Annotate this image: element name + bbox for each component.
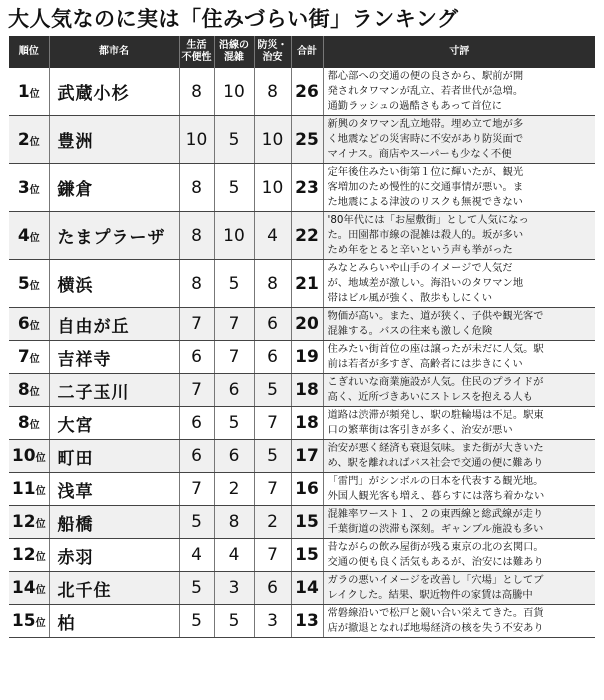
score-living-inconvenience: 6 [179, 341, 214, 374]
score-safety: 8 [254, 68, 291, 116]
page-title: 大人気なのに実は「住みづらい街」ランキング [8, 7, 459, 31]
score-living-inconvenience: 10 [179, 116, 214, 164]
comment-line: '80年代には「お屋敷街」として人気になっ [327, 214, 529, 226]
comment-line: 治安が悪く経済も衰退気味。また街が大きいた [327, 442, 544, 454]
score-line-congestion: 3 [214, 572, 254, 605]
rank-number: 11 [11, 479, 36, 499]
comment-line: 定年後住みたい街第１位に輝いたが、観光 [327, 166, 524, 178]
score-safety: 10 [254, 116, 291, 164]
rank-number: 4 [17, 225, 30, 246]
rank-suffix: 位 [29, 280, 40, 292]
comment-line: レイクした。結果、駅近物件の家賃は高騰中 [327, 589, 533, 601]
score-living-inconvenience: 5 [179, 506, 214, 539]
city-name: 赤羽 [49, 539, 179, 572]
header-line-congestion: 沿線の 混雑 [214, 36, 254, 68]
score-living-inconvenience: 5 [179, 572, 214, 605]
rank-suffix: 位 [35, 453, 46, 464]
comment-line: マイナス。商店やスーパーも少なく不便 [327, 148, 512, 160]
score-line-congestion: 7 [214, 341, 254, 374]
score-living-inconvenience: 8 [179, 212, 214, 260]
score-total: 16 [291, 473, 323, 506]
table-row [9, 212, 595, 260]
comment-line: 発されタワマンが乱立、若者世代が急増。 [327, 85, 524, 97]
score-total: 15 [291, 506, 323, 539]
comment-line: 道路は渋滞が頻発し、駅の駐輪場は不足。駅東 [327, 409, 544, 421]
rank-suffix: 位 [29, 354, 40, 365]
score-total: 18 [291, 407, 323, 440]
comment-line: た地震による津波のリスクも無視できない [327, 196, 523, 208]
comment-line: 物価が高い。また、道が狭く、子供や観光客で [327, 310, 544, 322]
comment-line: 通勤ラッシュの過酷さもあって首位に [327, 100, 503, 112]
comment-cell [323, 164, 595, 212]
score-safety: 10 [254, 164, 291, 212]
comment-line: め、駅を離れればバス社会で交通の便に難あり [327, 457, 544, 469]
header-city: 都市名 [49, 36, 179, 68]
header-safety: 防災・ 治安 [254, 36, 291, 68]
score-total: 26 [291, 68, 323, 116]
table-row [9, 116, 595, 164]
table-row [9, 473, 595, 506]
score-living-inconvenience: 6 [179, 407, 214, 440]
score-safety: 4 [254, 212, 291, 260]
city-name: 吉祥寺 [49, 341, 179, 374]
comment-line: く地震などの災害時に不安があり防災面で [327, 133, 524, 145]
score-living-inconvenience: 7 [179, 374, 214, 407]
score-line-congestion: 5 [214, 260, 254, 308]
comment-cell [323, 374, 595, 407]
score-living-inconvenience: 7 [179, 473, 214, 506]
rank-cell [9, 164, 49, 212]
city-name: たまプラーザ [49, 212, 179, 260]
rank-cell [9, 116, 49, 164]
comment-line: 混雑する。バスの往来も激しく危険 [327, 325, 493, 337]
score-safety: 8 [254, 260, 291, 308]
score-living-inconvenience: 7 [179, 308, 214, 341]
score-line-congestion: 6 [214, 440, 254, 473]
score-total: 18 [291, 374, 323, 407]
comment-line: 客増加のため慢性的に交通事情が悪い。ま [327, 181, 524, 193]
rank-cell [9, 605, 49, 638]
rank-number: 7 [17, 347, 30, 367]
table-row [9, 260, 595, 308]
score-safety: 3 [254, 605, 291, 638]
score-total: 25 [291, 116, 323, 164]
score-safety: 2 [254, 506, 291, 539]
header-comment: 寸評 [323, 36, 595, 68]
comment-line: 常磐線沿いで松戸と競い合い栄えてきた。百貨 [327, 607, 544, 619]
score-living-inconvenience: 5 [179, 605, 214, 638]
rank-cell [9, 374, 49, 407]
score-total: 19 [291, 341, 323, 374]
score-living-inconvenience: 8 [179, 164, 214, 212]
city-name: 鎌倉 [49, 164, 179, 212]
header-total: 合計 [291, 36, 323, 68]
table-row [9, 164, 595, 212]
score-safety: 6 [254, 308, 291, 341]
rank-suffix: 位 [29, 420, 40, 431]
score-line-congestion: 6 [214, 374, 254, 407]
header-living-inconvenience: 生活 不便性 [179, 36, 214, 68]
table-row [9, 407, 595, 440]
rank-number: 15 [11, 611, 36, 631]
rank-cell [9, 407, 49, 440]
rank-cell [9, 473, 49, 506]
rank-suffix: 位 [29, 88, 40, 100]
score-safety: 7 [254, 473, 291, 506]
city-name: 二子玉川 [49, 374, 179, 407]
table-header-row [9, 36, 595, 68]
score-total: 15 [291, 539, 323, 572]
rank-cell [9, 260, 49, 308]
comment-cell [323, 212, 595, 260]
rank-suffix: 位 [35, 519, 46, 530]
score-total: 13 [291, 605, 323, 638]
comment-line: 帯はビル風が強く、散歩もしにくい [327, 292, 493, 304]
comment-cell [323, 440, 595, 473]
comment-cell [323, 473, 595, 506]
rank-number: 8 [17, 380, 30, 400]
comment-line: た。田園都市線の混雑は殺人的。坂が多い [327, 229, 524, 241]
rank-number: 10 [11, 446, 36, 466]
rank-number: 12 [11, 545, 36, 565]
comment-line: こぎれいな商業施設が人気。住民のプライドが [327, 376, 544, 388]
rank-cell [9, 68, 49, 116]
rank-cell [9, 308, 49, 341]
score-total: 14 [291, 572, 323, 605]
comment-cell [323, 341, 595, 374]
score-total: 23 [291, 164, 323, 212]
city-name: 横浜 [49, 260, 179, 308]
comment-line: 交通の便も良く活気もあるが、治安には難あり [327, 556, 544, 568]
comment-cell [323, 68, 595, 116]
comment-line: 都心部への交通の便の良さから、駅前が開 [327, 70, 524, 82]
table-row [9, 374, 595, 407]
comment-line: 住みたい街首位の座は譲ったが未だに人気。駅 [327, 343, 544, 355]
city-name: 船橋 [49, 506, 179, 539]
score-line-congestion: 5 [214, 407, 254, 440]
rank-suffix: 位 [29, 387, 40, 398]
score-line-congestion: 5 [214, 116, 254, 164]
score-living-inconvenience: 8 [179, 68, 214, 116]
score-line-congestion: 7 [214, 308, 254, 341]
rank-suffix: 位 [35, 585, 46, 596]
score-total: 22 [291, 212, 323, 260]
rank-cell [9, 539, 49, 572]
rank-suffix: 位 [29, 232, 40, 244]
score-living-inconvenience: 4 [179, 539, 214, 572]
comment-cell [323, 605, 595, 638]
comment-line: ため年をとると辛いという声も挙がった [327, 244, 513, 256]
score-total: 21 [291, 260, 323, 308]
rank-suffix: 位 [35, 552, 46, 563]
comment-cell [323, 539, 595, 572]
rank-number: 6 [17, 314, 30, 334]
score-line-congestion: 2 [214, 473, 254, 506]
city-name: 北千住 [49, 572, 179, 605]
rank-number: 14 [11, 578, 36, 598]
city-name: 町田 [49, 440, 179, 473]
comment-line: 新興のタワマン乱立地帯。埋め立て地が多 [327, 118, 524, 130]
table-row [9, 506, 595, 539]
score-safety: 6 [254, 341, 291, 374]
comment-line: 口の繁華街は客引きが多く、治安が悪い [327, 424, 513, 436]
rank-suffix: 位 [35, 618, 46, 629]
rank-suffix: 位 [29, 321, 40, 332]
comment-cell [323, 572, 595, 605]
score-line-congestion: 5 [214, 164, 254, 212]
rank-suffix: 位 [29, 184, 40, 196]
table-row [9, 605, 595, 638]
rank-number: 12 [11, 512, 36, 532]
comment-cell [323, 308, 595, 341]
comment-line: 高く、近所づきあいにストレスを抱える人も [327, 391, 533, 403]
table-row [9, 68, 595, 116]
comment-line: 「雷門」がシンボルの日本を代表する観光地。 [327, 475, 544, 487]
score-safety: 5 [254, 374, 291, 407]
table-row [9, 539, 595, 572]
rank-number: 8 [17, 413, 30, 433]
rank-suffix: 位 [35, 486, 46, 497]
comment-line: ガラの悪いイメージを改善し「穴場」としてブ [327, 574, 544, 586]
score-living-inconvenience: 6 [179, 440, 214, 473]
comment-line: 店が撤退となれば地場経済の核を失う不安あり [327, 622, 544, 634]
table-row [9, 308, 595, 341]
rank-number: 3 [17, 177, 30, 198]
header-rank: 順位 [9, 36, 49, 68]
rank-number: 2 [17, 129, 30, 150]
city-name: 自由が丘 [49, 308, 179, 341]
city-name: 大宮 [49, 407, 179, 440]
comment-line: 前は若者が多すぎ、高齢者には歩きにくい [327, 358, 523, 370]
score-line-congestion: 5 [214, 605, 254, 638]
rank-number: 1 [17, 81, 30, 102]
score-safety: 6 [254, 572, 291, 605]
score-safety: 7 [254, 407, 291, 440]
score-line-congestion: 8 [214, 506, 254, 539]
score-line-congestion: 4 [214, 539, 254, 572]
city-name: 豊洲 [49, 116, 179, 164]
score-living-inconvenience: 8 [179, 260, 214, 308]
city-name: 武蔵小杉 [49, 68, 179, 116]
comment-cell [323, 260, 595, 308]
rank-cell [9, 341, 49, 374]
score-safety: 7 [254, 539, 291, 572]
comment-line: 外国人観光客も増え、暮らすには落ち着かない [327, 490, 545, 502]
comment-cell [323, 407, 595, 440]
comment-line: 千葉街道の渋滞も深刻。ギャンブル施設も多い [327, 523, 544, 535]
comment-cell [323, 116, 595, 164]
table-row [9, 572, 595, 605]
rank-cell [9, 506, 49, 539]
rank-cell [9, 572, 49, 605]
city-name: 柏 [49, 605, 179, 638]
comment-cell [323, 506, 595, 539]
table-row [9, 341, 595, 374]
table-row [9, 440, 595, 473]
comment-line: が、地域差が激しい。海沿いのタワマン地 [327, 277, 524, 289]
score-line-congestion: 10 [214, 212, 254, 260]
ranking-body [9, 68, 595, 638]
comment-line: 混雑率ワースト１、２の東西線と総武線が走り [327, 508, 544, 520]
score-safety: 5 [254, 440, 291, 473]
rank-cell [9, 440, 49, 473]
comment-line: 昔ながらの飲み屋街が残る東京の北の玄関口。 [327, 541, 544, 553]
rank-cell [9, 212, 49, 260]
rank-number: 5 [17, 273, 30, 294]
comment-line: みなとみらいや山手のイメージで人気だ [327, 262, 513, 274]
rank-suffix: 位 [29, 136, 40, 148]
score-line-congestion: 10 [214, 68, 254, 116]
city-name: 浅草 [49, 473, 179, 506]
score-total: 17 [291, 440, 323, 473]
ranking-table [9, 36, 595, 638]
score-total: 20 [291, 308, 323, 341]
